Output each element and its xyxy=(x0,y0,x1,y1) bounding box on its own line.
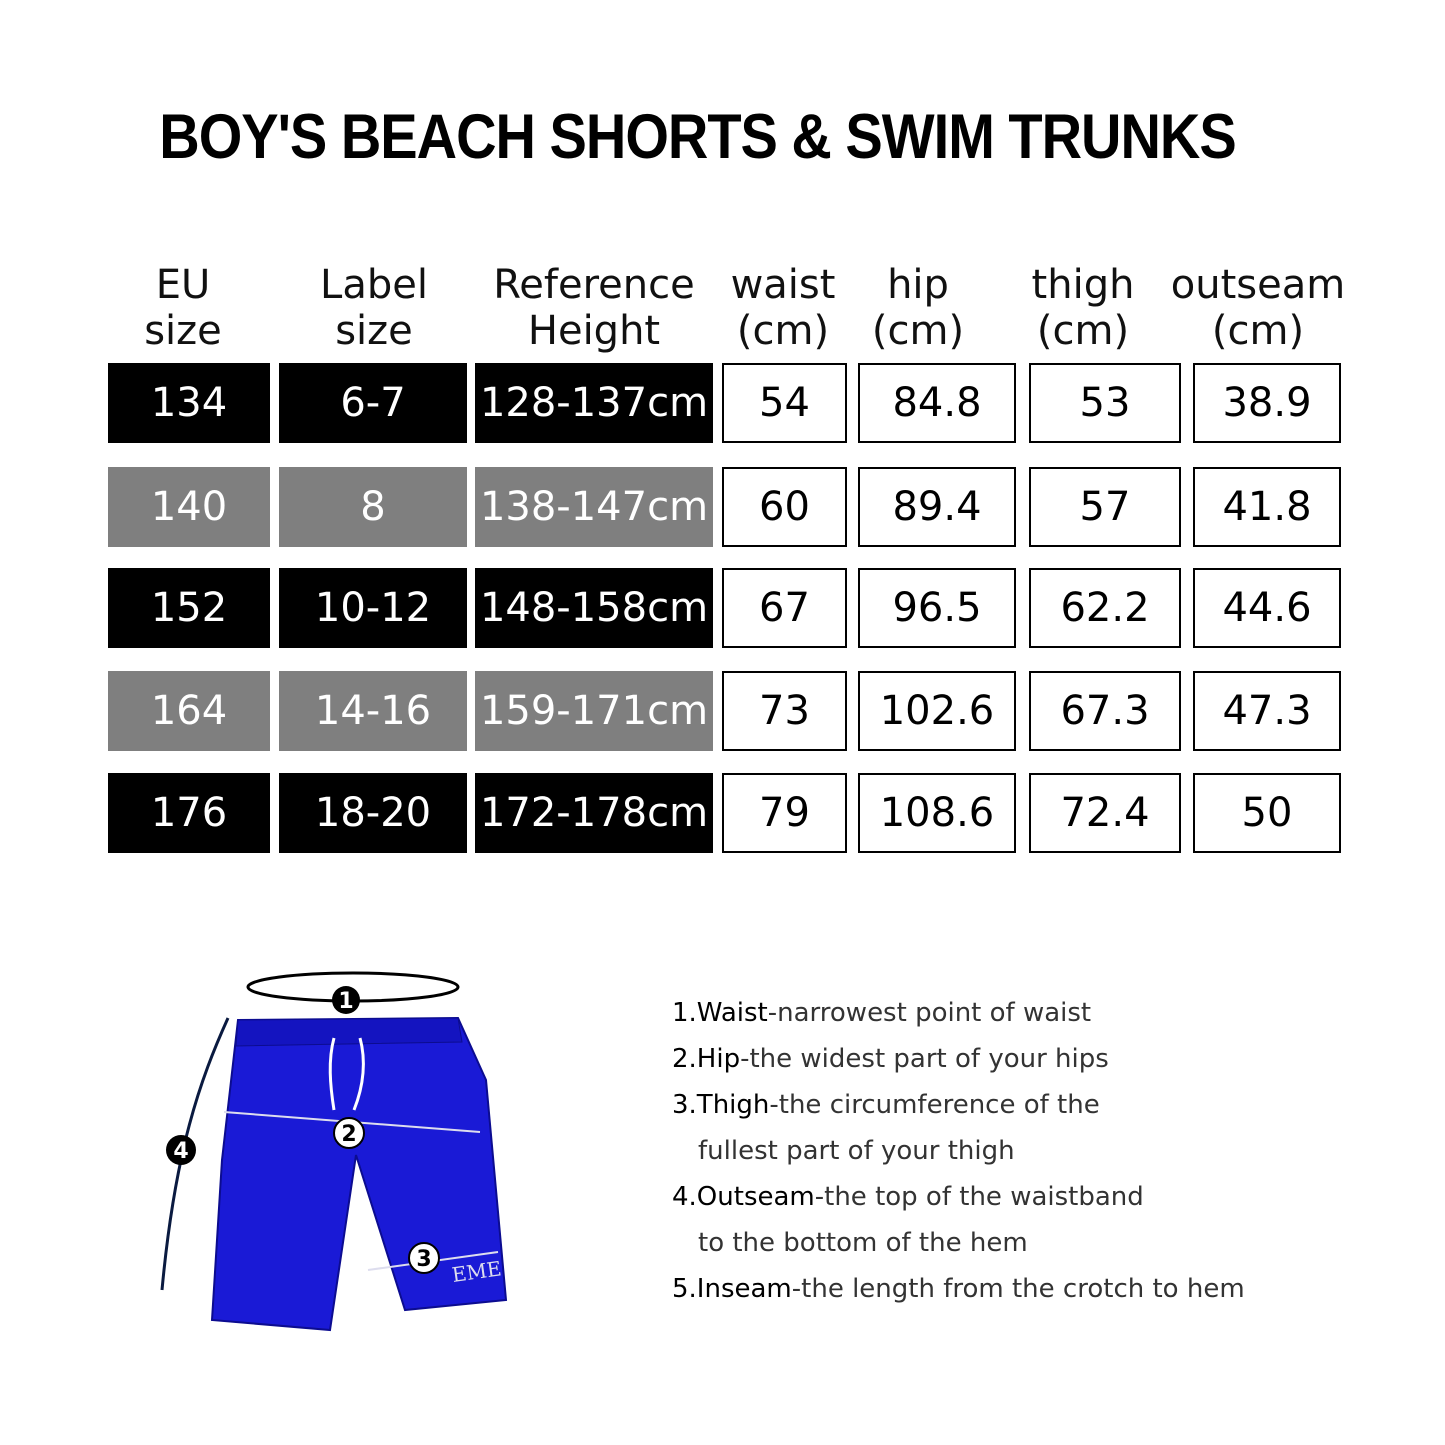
column-header-line1: thigh xyxy=(1031,262,1135,308)
table-cell: 134 xyxy=(108,363,270,443)
column-header xyxy=(264,262,484,354)
table-cell: 18-20 xyxy=(279,773,467,853)
svg-text:1: 1 xyxy=(338,989,354,1014)
table-cell: 53 xyxy=(1029,363,1181,443)
table-cell: 67.3 xyxy=(1029,671,1181,751)
table-cell: 10-12 xyxy=(279,568,467,648)
measurement-legend xyxy=(672,990,1372,1312)
table-cell: 38.9 xyxy=(1193,363,1341,443)
table-cell: 67 xyxy=(722,568,847,648)
marker-4-icon xyxy=(166,1135,196,1165)
legend-item xyxy=(672,1266,1372,1312)
table-cell: 57 xyxy=(1029,467,1181,547)
table-cell: 102.6 xyxy=(858,671,1016,751)
legend-key: 1.Waist xyxy=(672,998,768,1028)
legend-desc: -narrowest point of waist xyxy=(767,998,1092,1028)
table-cell: 60 xyxy=(722,467,847,547)
table-cell: 148-158cm xyxy=(475,568,713,648)
legend-key: 4.Outseam xyxy=(672,1182,815,1212)
table-cell: 172-178cm xyxy=(475,773,713,853)
table-cell: 152 xyxy=(108,568,270,648)
column-header-line2: Height xyxy=(527,308,661,354)
column-header-line2: size xyxy=(144,308,222,354)
legend-item xyxy=(672,1174,1372,1220)
column-header-line2: (cm) xyxy=(736,308,830,354)
legend-continuation: fullest part of your thigh xyxy=(698,1136,1015,1166)
table-cell: 89.4 xyxy=(858,467,1016,547)
legend-item xyxy=(672,990,1372,1036)
table-cell: 108.6 xyxy=(858,773,1016,853)
table-cell: 96.5 xyxy=(858,568,1016,648)
table-cell: 8 xyxy=(279,467,467,547)
column-header-line1: EU xyxy=(155,262,211,308)
legend-desc: -the circumference of the xyxy=(769,1090,1100,1120)
table-cell: 140 xyxy=(108,467,270,547)
page-title: BOY'S BEACH SHORTS & SWIM TRUNKS xyxy=(159,101,1236,172)
legend-item xyxy=(672,1082,1372,1128)
column-header xyxy=(1148,262,1368,354)
marker-3-icon xyxy=(409,1243,439,1273)
table-cell: 44.6 xyxy=(1193,568,1341,648)
table-cell: 73 xyxy=(722,671,847,751)
table-cell: 79 xyxy=(722,773,847,853)
table-cell: 41.8 xyxy=(1193,467,1341,547)
column-header-line2: (cm) xyxy=(1036,308,1130,354)
column-header-line2: (cm) xyxy=(1211,308,1305,354)
marker-1-icon xyxy=(332,986,360,1014)
table-cell: 138-147cm xyxy=(475,467,713,547)
table-cell: 14-16 xyxy=(279,671,467,751)
legend-item xyxy=(672,1036,1372,1082)
legend-key: 2.Hip xyxy=(672,1044,741,1074)
measurement-diagram xyxy=(140,960,520,1350)
column-header-line1: hip xyxy=(887,262,949,308)
column-header xyxy=(73,262,293,354)
column-header-line2: (cm) xyxy=(871,308,965,354)
legend-desc: -the widest part of your hips xyxy=(740,1044,1109,1074)
column-header-line2: size xyxy=(335,308,413,354)
table-cell: 54 xyxy=(722,363,847,443)
table-cell: 176 xyxy=(108,773,270,853)
marker-2-icon xyxy=(334,1118,364,1148)
table-cell: 128-137cm xyxy=(475,363,713,443)
legend-key: 5.Inseam xyxy=(672,1274,792,1304)
svg-text:2: 2 xyxy=(341,1122,357,1147)
table-cell: 159-171cm xyxy=(475,671,713,751)
table-cell: 6-7 xyxy=(279,363,467,443)
table-cell: 62.2 xyxy=(1029,568,1181,648)
legend-desc: -the length from the crotch to hem xyxy=(791,1274,1245,1304)
legend-continuation: to the bottom of the hem xyxy=(698,1228,1028,1258)
column-header-line1: Label xyxy=(320,262,428,308)
table-cell: 47.3 xyxy=(1193,671,1341,751)
brand-logo: EME xyxy=(450,1256,503,1287)
svg-text:3: 3 xyxy=(416,1247,432,1272)
column-header-line1: outseam xyxy=(1170,262,1346,308)
table-cell: 164 xyxy=(108,671,270,751)
legend-desc: -the top of the waistband xyxy=(814,1182,1144,1212)
shorts-waistband xyxy=(236,1018,462,1046)
legend-key: 3.Thigh xyxy=(672,1090,770,1120)
svg-text:4: 4 xyxy=(173,1139,189,1164)
column-header-line1: waist xyxy=(730,262,836,308)
column-header-line1: Reference xyxy=(493,262,695,308)
table-cell: 72.4 xyxy=(1029,773,1181,853)
table-cell: 50 xyxy=(1193,773,1341,853)
table-cell: 84.8 xyxy=(858,363,1016,443)
column-header xyxy=(484,262,704,354)
